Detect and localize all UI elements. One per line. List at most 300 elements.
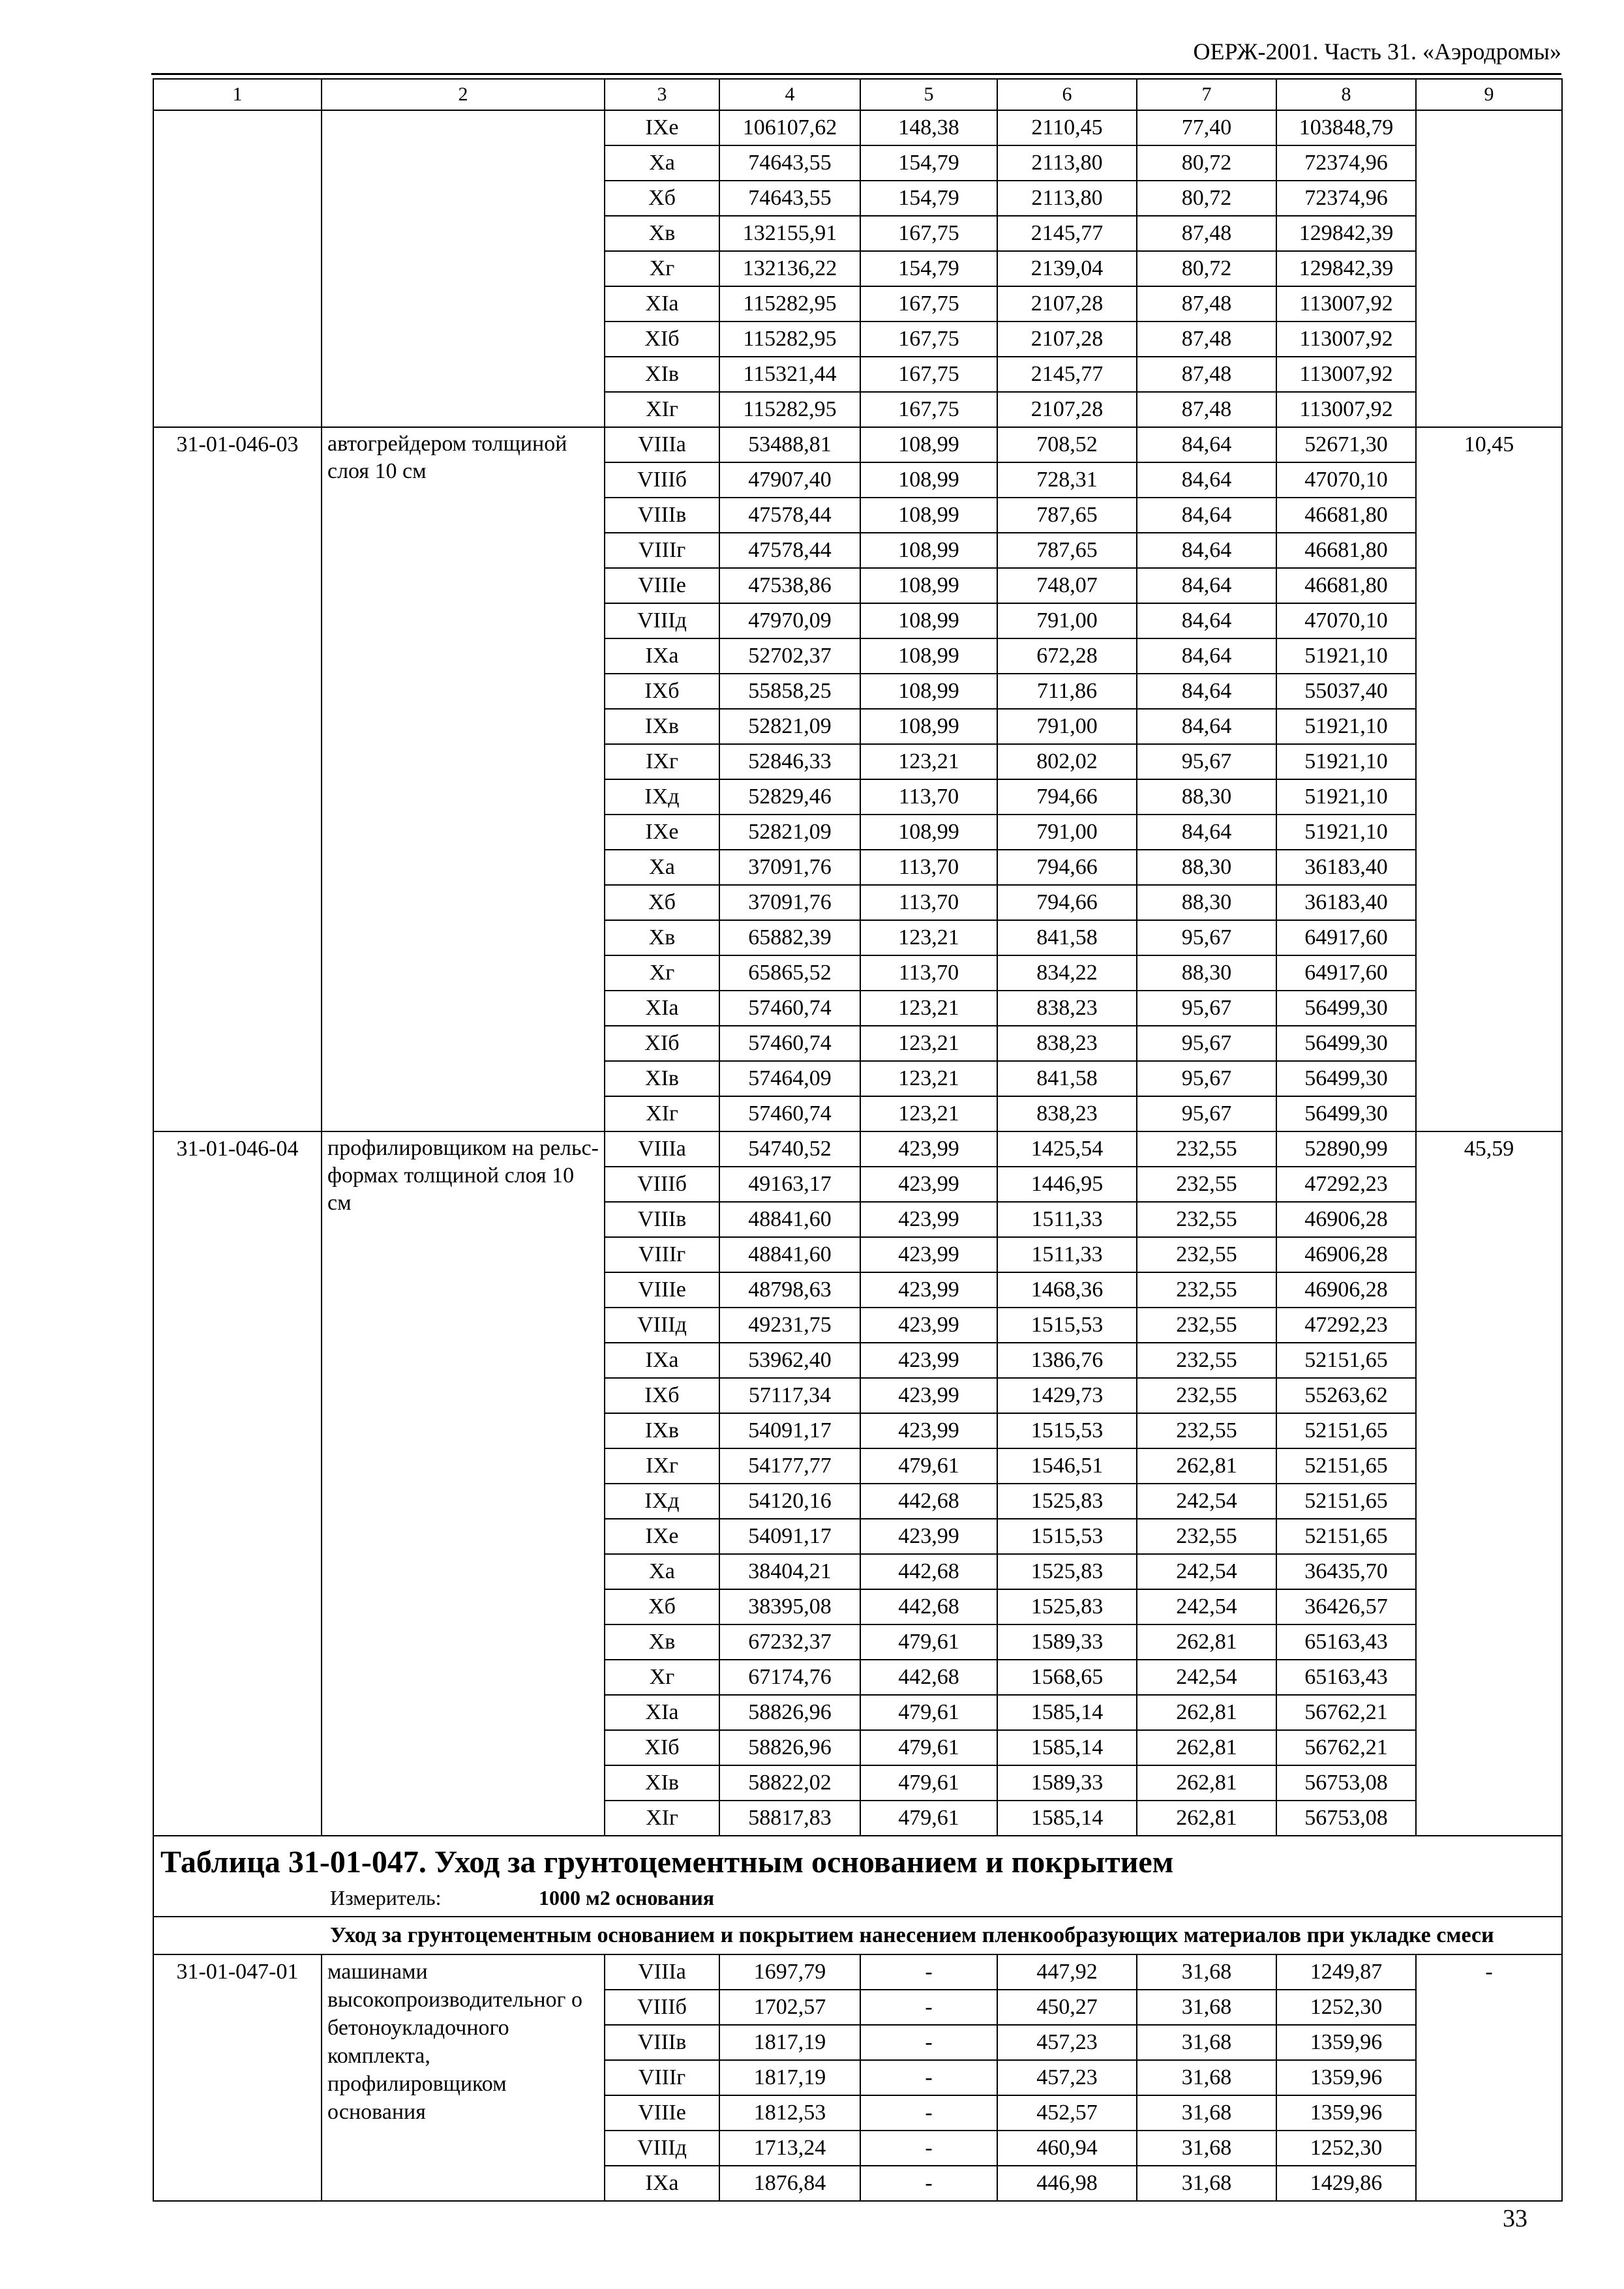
value-cell: 708,52	[997, 427, 1137, 462]
value-cell: 65865,52	[719, 955, 860, 991]
value-cell: 262,81	[1137, 1695, 1276, 1730]
value-cell: 64917,60	[1276, 955, 1416, 991]
value-cell: 108,99	[860, 815, 997, 850]
value-cell: 88,30	[1137, 779, 1276, 815]
zone-cell: VIIIб	[605, 462, 719, 498]
value-cell: 148,38	[860, 110, 997, 145]
value-cell: 232,55	[1137, 1308, 1276, 1343]
value-cell: 38404,21	[719, 1554, 860, 1589]
value-cell: 1511,33	[997, 1237, 1137, 1272]
value-cell: 47907,40	[719, 462, 860, 498]
value-cell: 58822,02	[719, 1765, 860, 1801]
zone-cell: Xг	[605, 1660, 719, 1695]
zone-cell: VIIIд	[605, 1308, 719, 1343]
zone-cell: VIIIe	[605, 2095, 719, 2131]
value-cell: 794,66	[997, 850, 1137, 885]
value-cell: 442,68	[860, 1660, 997, 1695]
value-cell: 838,23	[997, 991, 1137, 1026]
value-cell: 56753,08	[1276, 1801, 1416, 1836]
zone-cell: IXд	[605, 779, 719, 815]
price-cell: 45,59	[1416, 1131, 1562, 1836]
value-cell: 84,64	[1137, 568, 1276, 603]
rate-code: 31-01-046-04	[153, 1131, 322, 1836]
value-cell: 80,72	[1137, 181, 1276, 216]
value-cell: 447,92	[997, 1954, 1137, 1990]
value-cell: 84,64	[1137, 638, 1276, 674]
value-cell: 56499,30	[1276, 1061, 1416, 1096]
value-cell: 423,99	[860, 1237, 997, 1272]
value-cell: 52151,65	[1276, 1343, 1416, 1378]
value-cell: -	[860, 2060, 997, 2095]
value-cell: 56499,30	[1276, 1096, 1416, 1131]
value-cell: 791,00	[997, 709, 1137, 744]
value-cell: 115282,95	[719, 322, 860, 357]
value-cell: 87,48	[1137, 286, 1276, 322]
zone-cell: IXг	[605, 744, 719, 779]
value-cell: 87,48	[1137, 392, 1276, 427]
value-cell: 232,55	[1137, 1237, 1276, 1272]
value-cell: 2107,28	[997, 392, 1137, 427]
value-cell: 108,99	[860, 568, 997, 603]
table-row	[153, 427, 1562, 462]
value-cell: 57460,74	[719, 991, 860, 1026]
measure-label: Измеритель:	[330, 1886, 442, 1909]
column-number-cell: 5	[860, 79, 997, 110]
value-cell: 232,55	[1137, 1413, 1276, 1448]
value-cell: 1515,53	[997, 1519, 1137, 1554]
price-cell	[1416, 110, 1562, 427]
value-cell: 132155,91	[719, 216, 860, 251]
value-cell: 479,61	[860, 1624, 997, 1660]
value-cell: 52821,09	[719, 815, 860, 850]
zone-cell: Xв	[605, 216, 719, 251]
value-cell: 423,99	[860, 1308, 997, 1343]
value-cell: 1429,73	[997, 1378, 1137, 1413]
value-cell: 1817,19	[719, 2025, 860, 2060]
value-cell: 108,99	[860, 462, 997, 498]
value-cell: 113007,92	[1276, 357, 1416, 392]
value-cell: 58817,83	[719, 1801, 860, 1836]
value-cell: 1515,53	[997, 1308, 1137, 1343]
zone-cell: IXб	[605, 674, 719, 709]
zone-cell: XIв	[605, 357, 719, 392]
value-cell: 1568,65	[997, 1660, 1137, 1695]
value-cell: 728,31	[997, 462, 1137, 498]
value-cell: 1812,53	[719, 2095, 860, 2131]
value-cell: 80,72	[1137, 251, 1276, 286]
value-cell: 167,75	[860, 392, 997, 427]
value-cell: 2110,45	[997, 110, 1137, 145]
value-cell: 1359,96	[1276, 2025, 1416, 2060]
value-cell: 748,07	[997, 568, 1137, 603]
price-cell: 10,45	[1416, 427, 1562, 1131]
value-cell: 232,55	[1137, 1519, 1276, 1554]
value-cell: 108,99	[860, 674, 997, 709]
zone-cell: VIIIa	[605, 1954, 719, 1990]
value-cell: 479,61	[860, 1730, 997, 1765]
value-cell: 2113,80	[997, 145, 1137, 181]
value-cell: 129842,39	[1276, 216, 1416, 251]
value-cell: 2113,80	[997, 181, 1137, 216]
zone-cell: IXe	[605, 1519, 719, 1554]
section-heading-cell	[153, 1917, 1562, 1954]
value-cell: 1525,83	[997, 1589, 1137, 1624]
value-cell: 58826,96	[719, 1695, 860, 1730]
section-heading-row	[153, 1917, 1562, 1954]
value-cell: 57117,34	[719, 1378, 860, 1413]
value-cell: 423,99	[860, 1378, 997, 1413]
value-cell: 54091,17	[719, 1413, 860, 1448]
value-cell: 838,23	[997, 1026, 1137, 1061]
value-cell: 49163,17	[719, 1167, 860, 1202]
value-cell: 108,99	[860, 638, 997, 674]
value-cell: 47578,44	[719, 533, 860, 568]
value-cell: 2145,77	[997, 357, 1137, 392]
value-cell: 1468,36	[997, 1272, 1137, 1308]
zone-cell: VIIIд	[605, 603, 719, 638]
value-cell: 31,68	[1137, 1990, 1276, 2025]
value-cell: 1359,96	[1276, 2095, 1416, 2131]
value-cell: 106107,62	[719, 110, 860, 145]
value-cell: 31,68	[1137, 1954, 1276, 1990]
value-cell: 113,70	[860, 779, 997, 815]
zone-cell: Xг	[605, 955, 719, 991]
value-cell: 103848,79	[1276, 110, 1416, 145]
value-cell: 242,54	[1137, 1484, 1276, 1519]
value-cell: 123,21	[860, 744, 997, 779]
table-row	[153, 1954, 1562, 1990]
value-cell: 77,40	[1137, 110, 1276, 145]
value-cell: 87,48	[1137, 216, 1276, 251]
table-title-cell	[153, 1836, 1562, 1917]
value-cell: 48798,63	[719, 1272, 860, 1308]
value-cell: -	[860, 1954, 997, 1990]
value-cell: 84,64	[1137, 603, 1276, 638]
value-cell: 2145,77	[997, 216, 1137, 251]
zone-cell: Xб	[605, 1589, 719, 1624]
value-cell: 84,64	[1137, 674, 1276, 709]
zone-cell: Xб	[605, 885, 719, 920]
zone-cell: VIIIe	[605, 568, 719, 603]
value-cell: 1249,87	[1276, 1954, 1416, 1990]
value-cell: 1386,76	[997, 1343, 1137, 1378]
zone-cell: Xв	[605, 1624, 719, 1660]
value-cell: 54177,77	[719, 1448, 860, 1484]
zone-cell: Xa	[605, 1554, 719, 1589]
header-rule	[151, 73, 1561, 75]
value-cell: 1252,30	[1276, 2131, 1416, 2166]
value-cell: 46906,28	[1276, 1202, 1416, 1237]
work-description	[322, 110, 605, 427]
zone-cell: VIIIв	[605, 1202, 719, 1237]
zone-cell: Xб	[605, 181, 719, 216]
value-cell: 108,99	[860, 498, 997, 533]
value-cell: 52846,33	[719, 744, 860, 779]
value-cell: 37091,76	[719, 850, 860, 885]
value-cell: 167,75	[860, 286, 997, 322]
value-cell: 108,99	[860, 533, 997, 568]
zone-cell: XIб	[605, 322, 719, 357]
zone-cell: VIIIб	[605, 1990, 719, 2025]
value-cell: 1252,30	[1276, 1990, 1416, 2025]
zone-cell: IXв	[605, 709, 719, 744]
value-cell: 52890,99	[1276, 1131, 1416, 1167]
zone-cell: Xв	[605, 920, 719, 955]
zone-cell: VIIIв	[605, 2025, 719, 2060]
value-cell: 262,81	[1137, 1765, 1276, 1801]
value-cell: 242,54	[1137, 1660, 1276, 1695]
value-cell: 31,68	[1137, 2131, 1276, 2166]
value-cell: 95,67	[1137, 920, 1276, 955]
measure-value: 1000 м2 основания	[539, 1886, 715, 1909]
value-cell: 46906,28	[1276, 1272, 1416, 1308]
value-cell: 80,72	[1137, 145, 1276, 181]
running-header: ОЕРЖ-2001. Часть 31. «Аэродромы»	[1193, 38, 1561, 65]
value-cell: 423,99	[860, 1272, 997, 1308]
value-cell: 52671,30	[1276, 427, 1416, 462]
value-cell: 791,00	[997, 815, 1137, 850]
value-cell: -	[860, 1990, 997, 2025]
value-cell: 113007,92	[1276, 286, 1416, 322]
value-cell: 479,61	[860, 1801, 997, 1836]
value-cell: 87,48	[1137, 322, 1276, 357]
zone-cell: VIIIa	[605, 1131, 719, 1167]
value-cell: 113007,92	[1276, 392, 1416, 427]
value-cell: -	[860, 2166, 997, 2201]
zone-cell: VIIIг	[605, 2060, 719, 2095]
value-cell: 423,99	[860, 1519, 997, 1554]
zone-cell: VIIIг	[605, 1237, 719, 1272]
value-cell: 31,68	[1137, 2166, 1276, 2201]
zone-cell: IXa	[605, 2166, 719, 2201]
value-cell: 95,67	[1137, 1096, 1276, 1131]
value-cell: 115282,95	[719, 286, 860, 322]
rate-code: 31-01-046-03	[153, 427, 322, 1131]
value-cell: 457,23	[997, 2025, 1137, 2060]
measure-line	[154, 1883, 1561, 1916]
value-cell: 57460,74	[719, 1026, 860, 1061]
value-cell: 452,57	[997, 2095, 1137, 2131]
zone-cell: XIa	[605, 286, 719, 322]
zone-cell: VIIIб	[605, 1167, 719, 1202]
value-cell: 457,23	[997, 2060, 1137, 2095]
value-cell: 262,81	[1137, 1801, 1276, 1836]
work-description: машинами высокопроизводительног о бетоноукладочного комплекта, профилировщиком основания	[322, 1954, 605, 2201]
value-cell: 232,55	[1137, 1378, 1276, 1413]
value-cell: 232,55	[1137, 1202, 1276, 1237]
zone-cell: XIг	[605, 1801, 719, 1836]
column-number-cell: 6	[997, 79, 1137, 110]
value-cell: 479,61	[860, 1448, 997, 1484]
value-cell: 47070,10	[1276, 603, 1416, 638]
value-cell: 1713,24	[719, 2131, 860, 2166]
value-cell: 95,67	[1137, 1026, 1276, 1061]
value-cell: 2107,28	[997, 286, 1137, 322]
value-cell: 52151,65	[1276, 1519, 1416, 1554]
value-cell: 47292,23	[1276, 1167, 1416, 1202]
value-cell: 51921,10	[1276, 815, 1416, 850]
value-cell: 47292,23	[1276, 1308, 1416, 1343]
zone-cell: XIб	[605, 1730, 719, 1765]
value-cell: 1359,96	[1276, 2060, 1416, 2095]
value-cell: 52151,65	[1276, 1413, 1416, 1448]
table-row	[153, 110, 1562, 145]
value-cell: 56762,21	[1276, 1730, 1416, 1765]
value-cell: 154,79	[860, 251, 997, 286]
column-number-cell: 4	[719, 79, 860, 110]
value-cell: 479,61	[860, 1765, 997, 1801]
value-cell: 53488,81	[719, 427, 860, 462]
value-cell: 36183,40	[1276, 850, 1416, 885]
value-cell: 65882,39	[719, 920, 860, 955]
value-cell: 154,79	[860, 145, 997, 181]
value-cell: 52151,65	[1276, 1448, 1416, 1484]
table-title-row	[153, 1836, 1562, 1917]
value-cell: 2107,28	[997, 322, 1137, 357]
zone-cell: XIa	[605, 1695, 719, 1730]
zone-cell: VIIIa	[605, 427, 719, 462]
value-cell: 108,99	[860, 603, 997, 638]
value-cell: 54120,16	[719, 1484, 860, 1519]
value-cell: 479,61	[860, 1695, 997, 1730]
value-cell: 95,67	[1137, 1061, 1276, 1096]
value-cell: 84,64	[1137, 462, 1276, 498]
page-number: 33	[1503, 2205, 1527, 2232]
value-cell: 1702,57	[719, 1990, 860, 2025]
value-cell: 1697,79	[719, 1954, 860, 1990]
value-cell: 88,30	[1137, 850, 1276, 885]
column-number-cell: 7	[1137, 79, 1276, 110]
value-cell: 49231,75	[719, 1308, 860, 1343]
value-cell: 115321,44	[719, 357, 860, 392]
zone-cell: IXe	[605, 110, 719, 145]
value-cell: 38395,08	[719, 1589, 860, 1624]
value-cell: 442,68	[860, 1554, 997, 1589]
work-description: профилировщиком на рельс-формах толщиной слоя 10 см	[322, 1131, 605, 1836]
value-cell: 113,70	[860, 955, 997, 991]
value-cell: 56499,30	[1276, 1026, 1416, 1061]
value-cell: 1585,14	[997, 1695, 1137, 1730]
value-cell: 841,58	[997, 1061, 1137, 1096]
zone-cell: Xг	[605, 251, 719, 286]
value-cell: 55037,40	[1276, 674, 1416, 709]
value-cell: 242,54	[1137, 1589, 1276, 1624]
value-cell: 450,27	[997, 1990, 1137, 2025]
value-cell: 67174,76	[719, 1660, 860, 1695]
value-cell: 787,65	[997, 533, 1137, 568]
value-cell: 36426,57	[1276, 1589, 1416, 1624]
value-cell: 53962,40	[719, 1343, 860, 1378]
value-cell: 167,75	[860, 216, 997, 251]
value-cell: 47970,09	[719, 603, 860, 638]
value-cell: 262,81	[1137, 1730, 1276, 1765]
value-cell: 1817,19	[719, 2060, 860, 2095]
column-number-row	[153, 79, 1562, 110]
value-cell: 47578,44	[719, 498, 860, 533]
value-cell: 1446,95	[997, 1167, 1137, 1202]
value-cell: 841,58	[997, 920, 1137, 955]
value-cell: 31,68	[1137, 2025, 1276, 2060]
value-cell: 95,67	[1137, 991, 1276, 1026]
table-row	[153, 1131, 1562, 1167]
value-cell: 1511,33	[997, 1202, 1137, 1237]
zone-cell: VIIIe	[605, 1272, 719, 1308]
value-cell: 108,99	[860, 709, 997, 744]
value-cell: 87,48	[1137, 357, 1276, 392]
value-cell: 672,28	[997, 638, 1137, 674]
value-cell: 123,21	[860, 1026, 997, 1061]
value-cell: 1425,54	[997, 1131, 1137, 1167]
value-cell: 54740,52	[719, 1131, 860, 1167]
value-cell: 1515,53	[997, 1413, 1137, 1448]
value-cell: 31,68	[1137, 2095, 1276, 2131]
value-cell: 65163,43	[1276, 1624, 1416, 1660]
value-cell: 232,55	[1137, 1343, 1276, 1378]
value-cell: 88,30	[1137, 885, 1276, 920]
value-cell: 84,64	[1137, 427, 1276, 462]
value-cell: 47070,10	[1276, 462, 1416, 498]
value-cell: 129842,39	[1276, 251, 1416, 286]
value-cell: 113,70	[860, 850, 997, 885]
value-cell: 84,64	[1137, 709, 1276, 744]
value-cell: 1589,33	[997, 1624, 1137, 1660]
value-cell: 113,70	[860, 885, 997, 920]
column-number-cell: 3	[605, 79, 719, 110]
value-cell: 262,81	[1137, 1624, 1276, 1660]
zone-cell: XIг	[605, 392, 719, 427]
value-cell: 423,99	[860, 1202, 997, 1237]
value-cell: 1429,86	[1276, 2166, 1416, 2201]
value-cell: 113007,92	[1276, 322, 1416, 357]
value-cell: 72374,96	[1276, 181, 1416, 216]
value-cell: 802,02	[997, 744, 1137, 779]
zone-cell: XIв	[605, 1765, 719, 1801]
value-cell: 232,55	[1137, 1131, 1276, 1167]
value-cell: 51921,10	[1276, 709, 1416, 744]
value-cell: 58826,96	[719, 1730, 860, 1765]
value-cell: 262,81	[1137, 1448, 1276, 1484]
value-cell: 54091,17	[719, 1519, 860, 1554]
value-cell: 46681,80	[1276, 498, 1416, 533]
column-number-cell: 2	[322, 79, 605, 110]
zone-cell: VIIIв	[605, 498, 719, 533]
value-cell: 442,68	[860, 1589, 997, 1624]
price-cell: -	[1416, 1954, 1562, 2201]
value-cell: 423,99	[860, 1131, 997, 1167]
value-cell: 56753,08	[1276, 1765, 1416, 1801]
value-cell: 838,23	[997, 1096, 1137, 1131]
value-cell: 123,21	[860, 1061, 997, 1096]
value-cell: 123,21	[860, 991, 997, 1026]
value-cell: 423,99	[860, 1413, 997, 1448]
value-cell: 52702,37	[719, 638, 860, 674]
value-cell: 232,55	[1137, 1167, 1276, 1202]
value-cell: 154,79	[860, 181, 997, 216]
value-cell: 460,94	[997, 2131, 1137, 2166]
zone-cell: IXв	[605, 1413, 719, 1448]
value-cell: 46681,80	[1276, 568, 1416, 603]
value-cell: 67232,37	[719, 1624, 860, 1660]
value-cell: 46681,80	[1276, 533, 1416, 568]
zone-cell: VIIIд	[605, 2131, 719, 2166]
value-cell: -	[860, 2131, 997, 2166]
value-cell: 52151,65	[1276, 1484, 1416, 1519]
value-cell: 232,55	[1137, 1272, 1276, 1308]
value-cell: 1525,83	[997, 1554, 1137, 1589]
value-cell: 787,65	[997, 498, 1137, 533]
value-cell: 64917,60	[1276, 920, 1416, 955]
value-cell: 1589,33	[997, 1765, 1137, 1801]
